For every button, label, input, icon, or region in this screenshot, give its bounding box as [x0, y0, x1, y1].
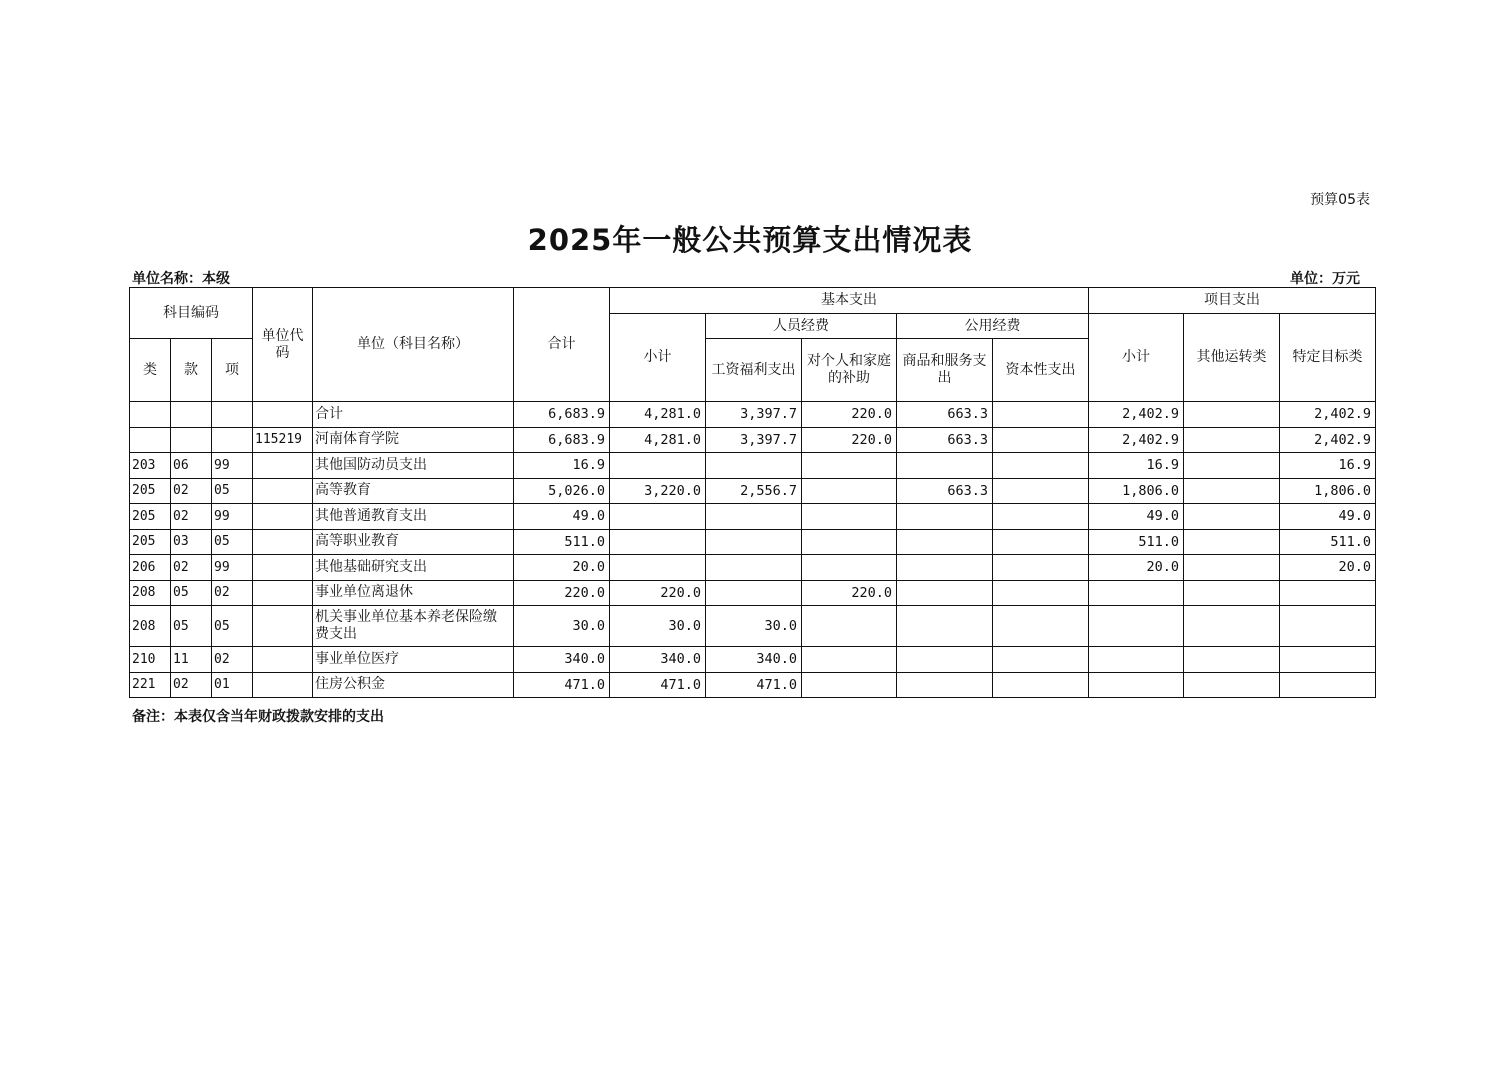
cell-capital [993, 453, 1089, 479]
table-header [130, 288, 1376, 402]
header-subsidy: 对个人和家庭的补助 [802, 339, 897, 402]
cell-subsidy [802, 606, 897, 647]
cell-kuan [171, 427, 212, 453]
cell-specific-target: 16.9 [1280, 453, 1376, 479]
page-title: 2025年一般公共预算支出情况表 [527, 223, 973, 257]
cell-goods-services: 663.3 [897, 478, 993, 504]
cell-total: 16.9 [514, 453, 610, 479]
cell-unit-code [253, 555, 313, 581]
cell-total: 471.0 [514, 672, 610, 698]
cell-name: 机关事业单位基本养老保险缴费支出 [313, 606, 514, 647]
cell-capital [993, 555, 1089, 581]
header-xiang: 项 [212, 339, 253, 402]
cell-project-subtotal: 49.0 [1089, 504, 1184, 530]
cell-total: 5,026.0 [514, 478, 610, 504]
cell-lei [130, 402, 171, 428]
cell-specific-target [1280, 606, 1376, 647]
cell-unit-code [253, 504, 313, 530]
header-other-transfer: 其他运转类 [1184, 314, 1280, 402]
cell-wages: 340.0 [706, 647, 802, 673]
header-capital: 资本性支出 [993, 339, 1089, 402]
cell-lei: 203 [130, 453, 171, 479]
cell-subsidy [802, 529, 897, 555]
cell-xiang: 05 [212, 478, 253, 504]
cell-kuan: 05 [171, 580, 212, 606]
cell-name: 合计 [313, 402, 514, 428]
header-unit-subject-name: 单位（科目名称） [313, 288, 514, 402]
header-subject-code: 科目编码 [130, 288, 253, 339]
cell-other-transfer [1184, 606, 1280, 647]
table-row [130, 606, 1376, 647]
cell-project-subtotal [1089, 580, 1184, 606]
cell-wages [706, 555, 802, 581]
cell-total: 6,683.9 [514, 427, 610, 453]
table-row [130, 647, 1376, 673]
cell-specific-target [1280, 647, 1376, 673]
cell-unit-code [253, 647, 313, 673]
cell-kuan: 03 [171, 529, 212, 555]
cell-basic-subtotal: 30.0 [610, 606, 706, 647]
cell-capital [993, 504, 1089, 530]
cell-xiang [212, 402, 253, 428]
cell-xiang: 05 [212, 606, 253, 647]
cell-project-subtotal [1089, 606, 1184, 647]
cell-xiang: 05 [212, 529, 253, 555]
cell-total: 340.0 [514, 647, 610, 673]
cell-subsidy [802, 555, 897, 581]
cell-xiang: 99 [212, 453, 253, 479]
header-specific-target: 特定目标类 [1280, 314, 1376, 402]
cell-goods-services [897, 672, 993, 698]
header-wages: 工资福利支出 [706, 339, 802, 402]
cell-unit-code [253, 672, 313, 698]
cell-wages [706, 504, 802, 530]
cell-total: 30.0 [514, 606, 610, 647]
table-row [130, 580, 1376, 606]
cell-project-subtotal: 2,402.9 [1089, 427, 1184, 453]
cell-xiang: 99 [212, 504, 253, 530]
cell-subsidy [802, 504, 897, 530]
cell-specific-target: 2,402.9 [1280, 402, 1376, 428]
cell-goods-services: 663.3 [897, 402, 993, 428]
cell-capital [993, 606, 1089, 647]
table-row [130, 672, 1376, 698]
cell-name: 住房公积金 [313, 672, 514, 698]
table-row [130, 555, 1376, 581]
cell-xiang [212, 427, 253, 453]
cell-other-transfer [1184, 478, 1280, 504]
currency-unit: 单位：万元 [1290, 271, 1360, 287]
cell-specific-target: 49.0 [1280, 504, 1376, 530]
cell-wages: 471.0 [706, 672, 802, 698]
cell-kuan: 06 [171, 453, 212, 479]
table-row [130, 504, 1376, 530]
cell-other-transfer [1184, 427, 1280, 453]
cell-other-transfer [1184, 529, 1280, 555]
header-total: 合计 [514, 288, 610, 402]
cell-name: 事业单位医疗 [313, 647, 514, 673]
cell-kuan: 05 [171, 606, 212, 647]
cell-goods-services [897, 555, 993, 581]
cell-subsidy: 220.0 [802, 427, 897, 453]
table-body [130, 402, 1376, 698]
budget-table [129, 287, 1376, 698]
cell-kuan: 02 [171, 672, 212, 698]
footnote: 备注：本表仅含当年财政拨款安排的支出 [132, 709, 384, 725]
cell-total: 511.0 [514, 529, 610, 555]
cell-unit-code [253, 606, 313, 647]
cell-specific-target [1280, 580, 1376, 606]
cell-kuan [171, 402, 212, 428]
cell-name: 高等教育 [313, 478, 514, 504]
table-row [130, 427, 1376, 453]
cell-other-transfer [1184, 555, 1280, 581]
cell-other-transfer [1184, 453, 1280, 479]
cell-capital [993, 647, 1089, 673]
header-project-subtotal: 小计 [1089, 314, 1184, 402]
cell-total: 49.0 [514, 504, 610, 530]
cell-basic-subtotal: 4,281.0 [610, 427, 706, 453]
cell-unit-code [253, 453, 313, 479]
cell-other-transfer [1184, 402, 1280, 428]
cell-specific-target: 20.0 [1280, 555, 1376, 581]
cell-basic-subtotal: 3,220.0 [610, 478, 706, 504]
cell-capital [993, 580, 1089, 606]
unit-name: 单位名称：本级 [132, 271, 230, 287]
cell-basic-subtotal [610, 504, 706, 530]
cell-name: 其他普通教育支出 [313, 504, 514, 530]
cell-basic-subtotal: 340.0 [610, 647, 706, 673]
cell-capital [993, 529, 1089, 555]
cell-xiang: 02 [212, 580, 253, 606]
cell-specific-target: 2,402.9 [1280, 427, 1376, 453]
table-row [130, 478, 1376, 504]
cell-subsidy [802, 453, 897, 479]
cell-xiang: 01 [212, 672, 253, 698]
header-basic: 基本支出 [610, 288, 1089, 314]
cell-wages: 3,397.7 [706, 427, 802, 453]
cell-goods-services [897, 647, 993, 673]
header-personnel: 人员经费 [706, 314, 897, 339]
header-basic-subtotal: 小计 [610, 314, 706, 402]
cell-other-transfer [1184, 504, 1280, 530]
cell-kuan: 02 [171, 555, 212, 581]
cell-capital [993, 427, 1089, 453]
form-number: 预算05表 [1310, 192, 1370, 208]
cell-project-subtotal: 511.0 [1089, 529, 1184, 555]
cell-other-transfer [1184, 647, 1280, 673]
table-row [130, 453, 1376, 479]
table-row-total [130, 402, 1376, 428]
cell-name: 河南体育学院 [313, 427, 514, 453]
cell-goods-services [897, 453, 993, 479]
header-goods-services: 商品和服务支出 [897, 339, 993, 402]
cell-lei: 208 [130, 580, 171, 606]
cell-name: 其他基础研究支出 [313, 555, 514, 581]
cell-lei: 210 [130, 647, 171, 673]
cell-basic-subtotal [610, 555, 706, 581]
cell-xiang: 99 [212, 555, 253, 581]
cell-goods-services [897, 580, 993, 606]
cell-wages: 3,397.7 [706, 402, 802, 428]
cell-lei: 206 [130, 555, 171, 581]
header-unit-code: 单位代码 [253, 288, 313, 402]
cell-basic-subtotal: 471.0 [610, 672, 706, 698]
cell-goods-services [897, 529, 993, 555]
cell-basic-subtotal [610, 529, 706, 555]
header-kuan: 款 [171, 339, 212, 402]
cell-lei: 205 [130, 504, 171, 530]
table-row [130, 529, 1376, 555]
header-lei: 类 [130, 339, 171, 402]
cell-capital [993, 402, 1089, 428]
cell-wages: 30.0 [706, 606, 802, 647]
cell-unit-code [253, 580, 313, 606]
cell-kuan: 02 [171, 478, 212, 504]
cell-specific-target: 1,806.0 [1280, 478, 1376, 504]
cell-basic-subtotal: 220.0 [610, 580, 706, 606]
cell-total: 6,683.9 [514, 402, 610, 428]
cell-project-subtotal [1089, 647, 1184, 673]
cell-specific-target [1280, 672, 1376, 698]
cell-subsidy: 220.0 [802, 580, 897, 606]
cell-project-subtotal: 2,402.9 [1089, 402, 1184, 428]
cell-project-subtotal: 16.9 [1089, 453, 1184, 479]
cell-subsidy: 220.0 [802, 402, 897, 428]
cell-subsidy [802, 672, 897, 698]
cell-lei: 208 [130, 606, 171, 647]
cell-goods-services [897, 606, 993, 647]
cell-kuan: 02 [171, 504, 212, 530]
cell-other-transfer [1184, 580, 1280, 606]
cell-name: 事业单位离退休 [313, 580, 514, 606]
cell-unit-code [253, 529, 313, 555]
cell-name: 高等职业教育 [313, 529, 514, 555]
cell-lei [130, 427, 171, 453]
cell-basic-subtotal: 4,281.0 [610, 402, 706, 428]
cell-project-subtotal [1089, 672, 1184, 698]
cell-wages [706, 580, 802, 606]
cell-goods-services: 663.3 [897, 427, 993, 453]
cell-lei: 221 [130, 672, 171, 698]
cell-specific-target: 511.0 [1280, 529, 1376, 555]
header-project: 项目支出 [1089, 288, 1376, 314]
cell-name: 其他国防动员支出 [313, 453, 514, 479]
cell-xiang: 02 [212, 647, 253, 673]
cell-other-transfer [1184, 672, 1280, 698]
cell-total: 20.0 [514, 555, 610, 581]
cell-wages [706, 529, 802, 555]
cell-project-subtotal: 20.0 [1089, 555, 1184, 581]
cell-capital [993, 478, 1089, 504]
cell-lei: 205 [130, 529, 171, 555]
cell-subsidy [802, 478, 897, 504]
cell-lei: 205 [130, 478, 171, 504]
cell-unit-code [253, 478, 313, 504]
cell-unit-code [253, 402, 313, 428]
cell-wages: 2,556.7 [706, 478, 802, 504]
cell-subsidy [802, 647, 897, 673]
cell-project-subtotal: 1,806.0 [1089, 478, 1184, 504]
cell-kuan: 11 [171, 647, 212, 673]
cell-total: 220.0 [514, 580, 610, 606]
cell-goods-services [897, 504, 993, 530]
cell-capital [993, 672, 1089, 698]
header-public-funds: 公用经费 [897, 314, 1089, 339]
cell-unit-code: 115219 [253, 427, 313, 453]
cell-wages [706, 453, 802, 479]
cell-basic-subtotal [610, 453, 706, 479]
